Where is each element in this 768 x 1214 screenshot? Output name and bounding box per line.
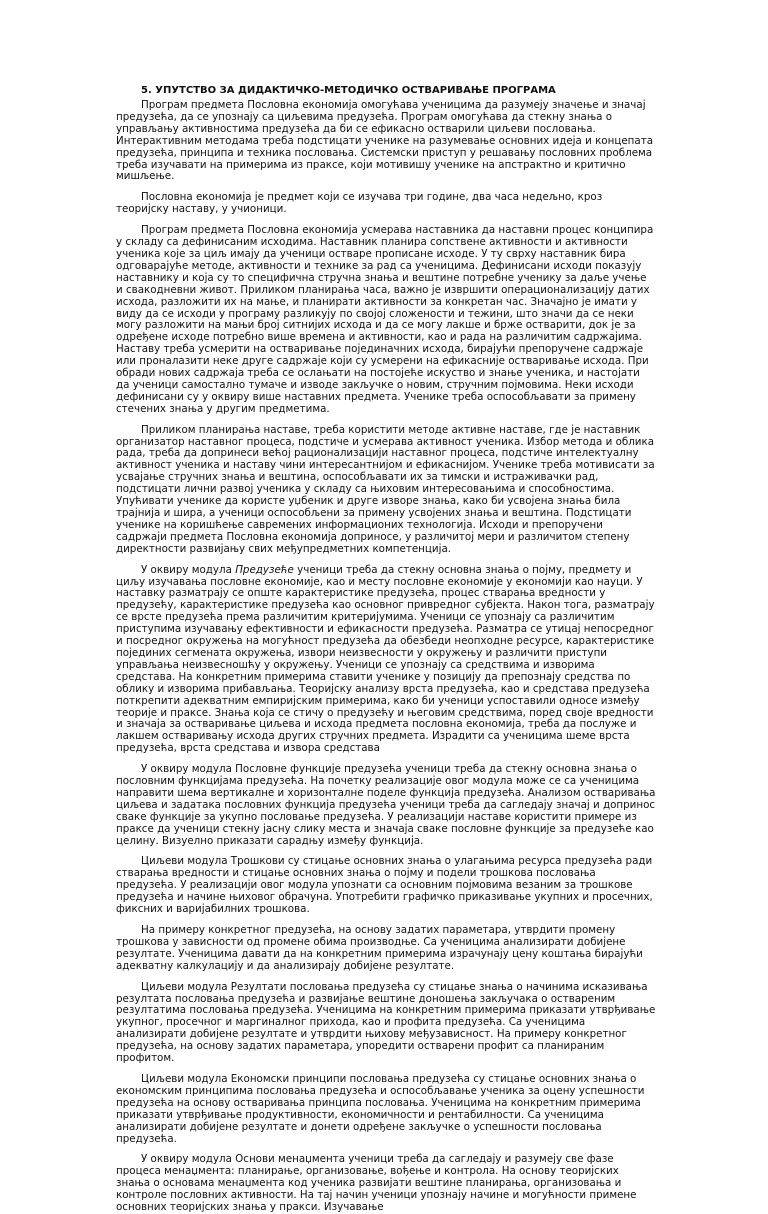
paragraph-module-functions: У оквиру модула Пословне функције предузећа ученици треба да стекну основна знања о пословним функцијама предузећа. На почетку реализације овог модула може се са ученицима направити шема вертикалне и хоризонталне поделе функција предузећа. Анализом остваривања циљева и задатака пословних функција предузећа ученици треба да сагледају значај и допринос сваке функције за укупно пословање предузећа. У реализацији наставе користити примере из праксе да ученици стекну јасну слику места и значаја сваке пословне функције за предузеће као целину. Визуелно приказати сарадњу између функција. (116, 763, 656, 847)
paragraph-prefix: У оквиру модула (141, 563, 236, 576)
paragraph-intro: Програм предмета Пословна економија омогућава ученицима да разумеју значење и значај предузећа, да се упознају са циљевима предузећа. Програм омогућава да стекну знања о управљању активностима предузећа да би се ефикасно остварили циљеви пословања. Интерактивним методама треба подстицати ученике на разумевање основних идеја и концепата предузећа, принципа и техника пословања. Системски приступ у решавању пословних проблема треба изучавати на примерима из праксе, који мотивишу ученике на апстрактно и критично мишљење. (116, 99, 654, 183)
paragraph-costs-example: На примеру конкретног предузећа, на основу задатих параметара, утврдити промену трошкова у зависности од промене обима производње. Са ученицима анализирати добијене резултате. Ученицима давати да на конкретним примерима израчунају цену коштања бирајући адекватну калкулацију и да анализирају добијене резултате. (116, 924, 643, 972)
module-name-enterprise: Предузеће (235, 563, 294, 576)
paragraph-outcomes: Програм предмета Пословна економија усмерава наставника да наставни процес конципира у складу са дефинисаним исходима. Наставник планира сопствене активности и активности ученика које за циљ имају да ученици остваре прописане исходе. У ту сврху наставник бира одговарајуће методе, активности и технике за рад са ученицима. Дефинисани исходи показују наставнику и која су то специфична стручна знања и вештине потребне ученику за даље учење и свакодневни живот. Приликом планирања часа, важно је извршити операционализацију датих исхода, разложити их на мање, и планирати активности за конкретан час. Значајно је имати у виду да се исходи у програму разликују по својој сложености и тежини, што значи да се неки могу разложити на мањи број ситнијих исхода и да се могу лакше и брже остварити, док је за одређене исходе потребно више времена и активности, као и рада на различитим садржајима. Наставу треба усмерити на остваривање појединачних исхода, бирајући препоручене садржаје или проналазити неке друге садржаје који су усмерени на ефикасније остваривање исхода. При обради нових садржаја треба се ослањати на постојеће искуство и знање ученика, и настојати да ученици самостално тумаче и изводе закључке о новим, стручним појмовима. Неки исходи дефинисани су у оквиру више наставних предмета. Ученике треба оспособљавати за примену стечених знања у другим предметима. (116, 224, 654, 415)
paragraph-planning: Приликом планирања наставе, треба користити методе активне наставе, где је наставник организатор наставног процеса, подстиче и усмерава активност ученика. Избор метода и облика рада, треба да допринеси већој рационализацији наставног процеса, подстиче интелектуалну активност ученика и наставу чини интересантнијом и ефикаснијом. Ученике треба мотивисати за усвајање стручних знања и вештина, оспособљавати их за тимски и истраживачки рад, подстицати лични развој ученика у складу са њиховим интересовањима и способностима. Упућивати ученике да користе уџбеник и друге изворе знања, како би усвојена знања била трајнија и шира, а ученици оспособљени за примену усвојених знања и вештина. Подстицати ученике на коришћење савремених информационих технологија. Исходи и препоручени садржаји предмета Пословна економија доприносе, у различитој мери и различитом степену директности развијању свих међупредметних компетенција. (116, 423, 655, 555)
paragraph-module-costs: Циљеви модула Трошкови су стицање основних знања о улагањима ресурса предузећа ради стварања вредности и стицање основних знања о појму и подели трошкова пословања предузећа. У реализацији овог модула упознати са основним појмовима везаним за трошкове предузећа и начине њиховог обрачуна. Употребити графичко приказивање укупних и просечних, фиксних и варијабилних трошкова. (116, 855, 653, 916)
paragraph-module-principles: Циљеви модула Економски принципи пословања предузећа су стицање основних знања о економским принципима пословања предузећа и оспособљавање ученика за оцену успешности предузећа на основу остваривања принципа пословања. Ученицима на конкретним примерима приказати утврђивање продуктивности, економичности и рентабилности. Са ученицима анализирати добијене резултате и донети одређене закључке о успешности пословања предузећа. (116, 1072, 645, 1145)
paragraph-duration: Пословна економија је предмет који се изучава три године, два часа недељно, кроз теоријску наставу, у учионици. (116, 191, 603, 216)
paragraph-module-results: Циљеви модула Резултати пословања предузећа су стицање знања о начинима исказивања резултата пословања предузећа и развијање вештине доношења закључака о оствареним резултатима пословања предузећа. Ученицима на конкретним примерима приказати утврђивање укупног, просечног и маргиналног прихода, као и профита предузећа. Са ученицима анализирати добијене резултате и утврдити њихову међузависност. На примеру конкретног предузећа, на основу задатих параметара, упоредити остварени профит са планираним профитом. (116, 980, 656, 1065)
paragraph-module-enterprise (116, 565, 656, 756)
paragraph-module-management: У оквиру модула Основи менаџмента ученици треба да сагледају и разумеју све фазе процеса менаџмента: планирање, организовање, вођење и контрола. На основу теоријских знања о основама менаџмента код ученика развијати вештине планирања, организовања и контроле пословних активности. На тај начин ученици упознају начине и могућности примене основних теоријских знања у пракси. Изучавање (116, 1153, 637, 1214)
section-heading: 5. УПУТСТВО ЗА ДИДАКТИЧКО-МЕТОДИЧКО ОСТВАРИВАЊЕ ПРОГРАМА (141, 85, 556, 96)
paragraph-suffix: ученици треба да стекну основна знања о појму, предмету и циљу изучавања пословне економије, као и месту пословне економије у економији као науци. У наставку разматрају се опште карактеристике предузећа, процес стварања вредности у предузећу, карактеристике предузећа као основног привредног субјекта. Након тога, разматрају се врсте предузећа према различитим критеријумима. Ученици се упознају са различитим приступима изучавању ефективности и ефикасности предузећа. Разматра се утицај непосредног и посредног окружења на могућност предузећа да обезбеди неопходне ресурсе, карактеристике појединих сегмената окружења, извори неизвесности у окружењу и различити приступи управљања неизвесношћу у окружењу. Ученици се упознају са средствима и изворима средстава. На конкретним примерима ставити ученике у позицију да препознају средства по облику и изворима прибављања. Теоријску анализу врста предузећа, као и средстава предузећа поткрепити адекватним емпиријским примерима, како би ученици успоставили односе између теорије и праксе. Знања која се стичу о предузећу и његовим средствима, поред своје вредности и значаја за остваривање циљева и исхода предмета пословна економија, треба да послуже и лакшем остваривању исхода других стручних предмета. Израдити са ученицима шеме врста предузећа, врста средстава и извора средстава (116, 563, 655, 755)
